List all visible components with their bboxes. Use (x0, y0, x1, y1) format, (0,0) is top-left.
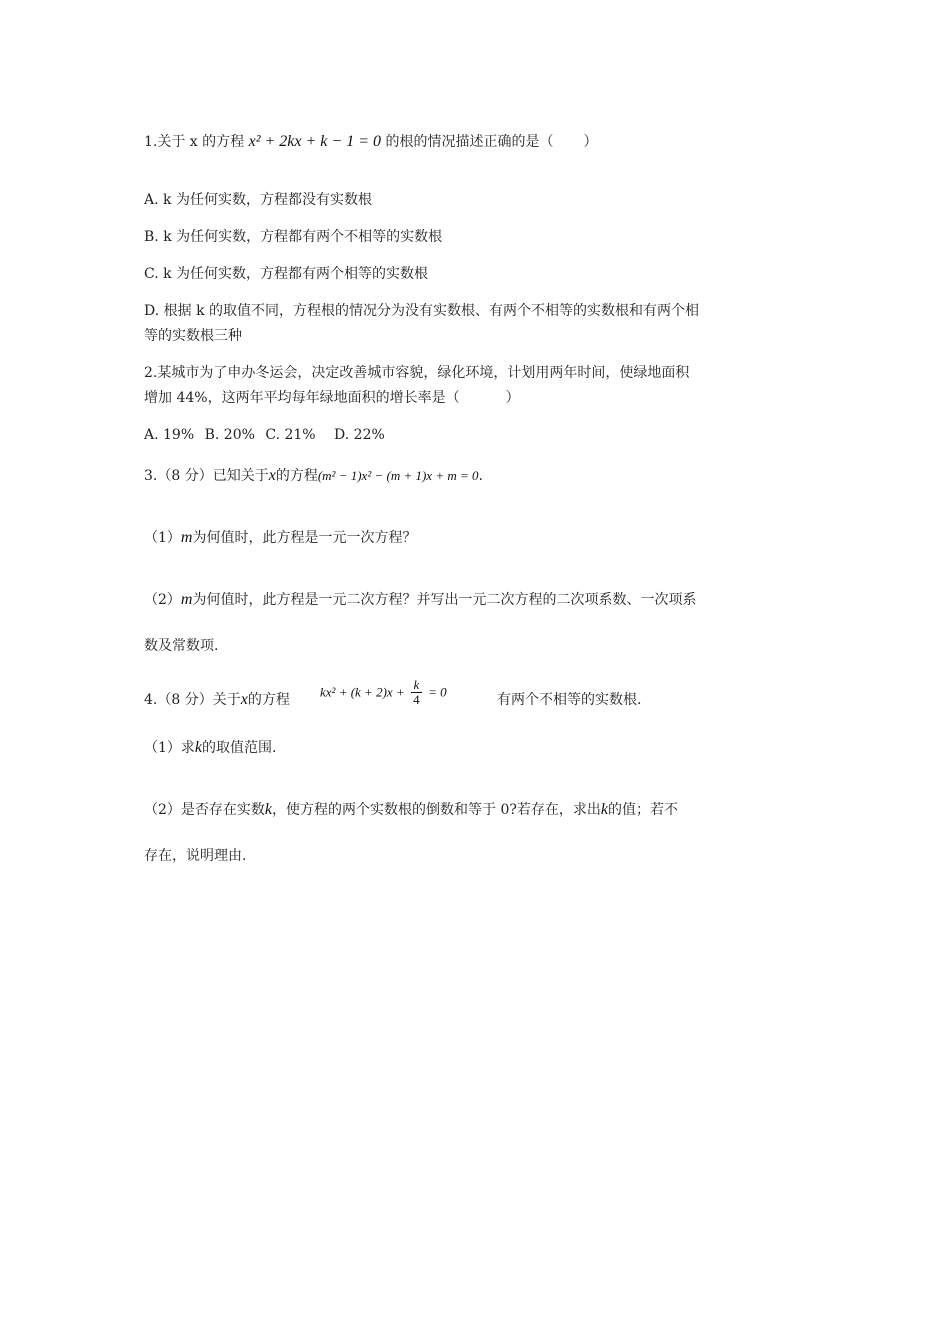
q1-option-b: B. k 为任何实数，方程都有两个不相等的实数根 (144, 229, 443, 245)
q3-sub2-text: 为何值时，此方程是一元二次方程？并写出一元二次方程的二次项系数、一次项系 (192, 592, 697, 608)
q4-sub1-prefix: （1）求 (144, 740, 195, 756)
q3-end: . (478, 468, 483, 484)
q1-close-paren: ） (583, 134, 598, 150)
q2-stem-text: 增加 44%，这两年平均每年绿地面积的增长率是（ (144, 390, 460, 406)
q4-var-x: x (240, 691, 248, 708)
q4-equation (320, 678, 447, 707)
q3-prefix: 3.（8 分）已知关于 (144, 468, 269, 484)
q4-mid: 的方程 (247, 692, 290, 708)
q1-prefix: 1.关于 x 的方程 (144, 134, 245, 150)
q4-prefix: 4.（8 分）关于 (144, 692, 241, 708)
q2-option-d: D. 22% (334, 427, 385, 443)
q4-sub2-prefix: （2）是否存在实数 (144, 802, 265, 818)
q2-options (144, 425, 385, 445)
q3-equation: (m² − 1)x² − (m + 1)x + m = 0 (317, 468, 479, 483)
q4-sub2-var-k2: k (600, 801, 609, 818)
q4-sub2-var-k: k (264, 801, 273, 818)
q4-suffix: 有两个不相等的实数根. (497, 692, 642, 708)
q4-sub2-mid: ，使方程的两个实数根的倒数和等于 0?若存在，求出 (272, 802, 601, 818)
q4-sub1-var-k: k (194, 739, 203, 756)
q2-option-b: B. 20% (204, 427, 255, 443)
q1-stem (144, 132, 597, 152)
q3-stem (144, 466, 483, 486)
q2-option-a: A. 19% (144, 427, 195, 443)
q1-option-d: D. 根据 k 的取值不同，方程根的情况分为没有实数根、有两个不相等的实数根和有两个相 (144, 303, 700, 319)
q4-fraction-numerator: k (411, 678, 422, 693)
q1-equation: x² + 2kx + k − 1 = 0 (248, 133, 381, 150)
q3-sub1 (144, 528, 416, 548)
q4-equation-left: kx² + (k + 2)x + (320, 684, 405, 700)
q3-sub2-prefix: （2） (144, 592, 181, 608)
q3-var-x: x (268, 467, 276, 484)
q4-fraction-denominator: 4 (413, 692, 420, 707)
q4-stem (144, 690, 290, 710)
q4-sub1-text: 的取值范围. (202, 740, 277, 756)
q1-option-d-cont: 等的实数根三种 (144, 328, 242, 344)
q1-suffix: 的根的情况描述正确的是（ (385, 134, 554, 150)
q2-close-paren: ） (505, 390, 520, 406)
q4-sub2 (144, 800, 678, 820)
q1-option-c: C. k 为任何实数，方程都有两个相等的实数根 (144, 266, 429, 282)
q3-sub2 (144, 590, 696, 610)
q2-stem-line2 (144, 388, 520, 408)
q2-stem-line1: 2.某城市为了申办冬运会，决定改善城市容貌，绿化环境，计划用两年时间，使绿地面积 (144, 365, 690, 381)
q3-sub1-var-m: m (180, 529, 193, 546)
q3-sub2-var-m: m (180, 591, 193, 608)
q2-option-c: C. 21% (265, 427, 316, 443)
q3-sub1-text: 为何值时，此方程是一元一次方程？ (192, 530, 417, 546)
q4-fraction (411, 678, 422, 707)
q4-sub2-cont: 存在，说明理由. (144, 848, 247, 864)
q1-option-a: A. k 为任何实数，方程都没有实数根 (144, 192, 372, 208)
q3-sub1-prefix: （1） (144, 530, 181, 546)
q4-equation-right: = 0 (428, 684, 447, 700)
q4-sub1 (144, 738, 276, 758)
q3-mid: 的方程 (275, 468, 318, 484)
q4-sub2-end: 的值；若不 (608, 802, 679, 818)
q3-sub2-cont: 数及常数项. (144, 638, 219, 654)
